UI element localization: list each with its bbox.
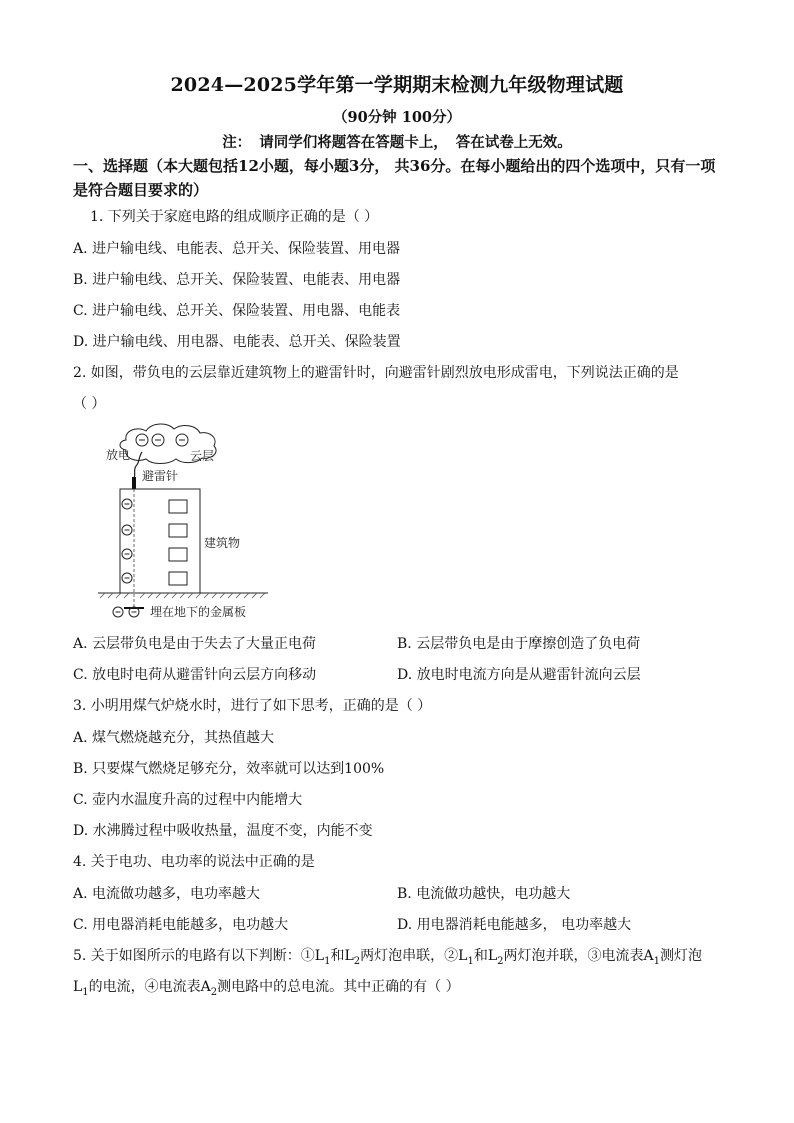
question-5-stem-cont bbox=[73, 978, 460, 1002]
question-2-stem-bracket: （ ） bbox=[73, 396, 106, 412]
q5-sub-4: 2 bbox=[497, 955, 504, 967]
q5-cont-text-1: L bbox=[73, 979, 83, 995]
question-4-option-d: D. 用电器消耗电能越多， 电功率越大 bbox=[397, 917, 632, 933]
building-windows bbox=[169, 500, 187, 585]
q5-sub-5: 1 bbox=[653, 955, 660, 967]
question-5-stem bbox=[73, 947, 702, 971]
question-1-option-b: B. 进户输电线、总开关、保险装置、电能表、用电器 bbox=[73, 272, 401, 288]
question-4-option-a: A. 电流做功越多，电功率越大 bbox=[73, 886, 261, 902]
exam-duration-score: （90分钟 100分） bbox=[333, 109, 461, 126]
label-discharge: 放电 bbox=[106, 448, 131, 462]
question-1-option-d: D. 进户输电线、用电器、电能表、总开关、保险装置 bbox=[73, 334, 401, 350]
question-4-option-b: B. 电流做功越快，电功越大 bbox=[397, 886, 571, 902]
lightning-rod-figure bbox=[96, 422, 306, 622]
q5-text-2: 和L bbox=[330, 948, 354, 964]
q5-text-3: 两灯泡串联，②L bbox=[360, 948, 468, 964]
q5-cont-text-3: 测电路中的总电流。其中正确的有（ ） bbox=[217, 979, 460, 995]
question-3-option-a: A. 煤气燃烧越充分，其热值越大 bbox=[73, 730, 275, 746]
q5-cont-text-2: 的电流，④电流表A bbox=[88, 979, 211, 995]
q5-sub-3: 1 bbox=[467, 955, 474, 967]
question-2-option-c: C. 放电时电荷从避雷针向云层方向移动 bbox=[73, 667, 317, 683]
question-4-option-c: C. 用电器消耗电能越多，电功越大 bbox=[73, 917, 289, 933]
question-4-stem: 4. 关于电功、电功率的说法中正确的是 bbox=[73, 854, 315, 870]
wire-charges bbox=[122, 499, 132, 583]
question-1-stem: 1. 下列关于家庭电路的组成顺序正确的是（ ） bbox=[90, 209, 379, 225]
label-building: 建筑物 bbox=[204, 536, 241, 550]
lightning-rod bbox=[132, 477, 136, 489]
question-3-option-b: B. 只要煤气燃烧足够充分，效率就可以达到100% bbox=[73, 761, 385, 777]
lightning-bolt bbox=[134, 452, 142, 478]
q5-text-6: 测灯泡 bbox=[660, 948, 702, 964]
q5-text-1: 5. 关于如图所示的电路有以下判断：①L bbox=[73, 948, 325, 964]
question-1-option-c: C. 进户输电线、总开关、保险装置、用电器、电能表 bbox=[73, 303, 401, 319]
question-2-option-d: D. 放电时电流方向是从避雷针流向云层 bbox=[397, 667, 641, 683]
q5-sub-1: 1 bbox=[324, 955, 331, 967]
label-cloud: 云层 bbox=[190, 449, 215, 463]
q5-cont-sub-2: 2 bbox=[210, 986, 218, 998]
question-2-stem: 2. 如图，带负电的云层靠近建筑物上的避雷针时，向避雷针剧烈放电形成雷电，下列说法正确的是 bbox=[73, 365, 679, 381]
question-3-stem: 3. 小明用煤气炉烧水时，进行了如下思考，正确的是（ ） bbox=[73, 698, 432, 714]
question-2-option-b: B. 云层带负电是由于摩擦创造了负电荷 bbox=[397, 636, 641, 652]
exam-note: 注： 请同学们将题答在答题卡上， 答在试卷上无效。 bbox=[222, 134, 572, 151]
q5-cont-sub-1: 1 bbox=[82, 986, 89, 998]
question-2-option-a: A. 云层带负电是由于失去了大量正电荷 bbox=[73, 636, 317, 652]
q5-text-5: 两灯泡并联，③电流表A bbox=[503, 948, 654, 964]
q5-sub-2: 2 bbox=[353, 955, 361, 967]
cloud-charges bbox=[136, 434, 188, 446]
question-1-option-a: A. 进户输电线、电能表、总开关、保险装置、用电器 bbox=[73, 241, 401, 257]
q5-text-4: 和L bbox=[473, 948, 498, 964]
question-3-option-c: C. 壶内水温度升高的过程中内能增大 bbox=[73, 792, 303, 808]
lightning-rod-diagram bbox=[96, 422, 306, 622]
label-metal-plate: 埋在地下的金属板 bbox=[150, 605, 247, 619]
question-3-option-d: D. 水沸腾过程中吸收热量，温度不变，内能不变 bbox=[73, 823, 373, 839]
section-heading: 一、选择题（本大题包括12小题，每小题3分， 共36分。在每小题给出的四个选项中，只有一项是符合题目要求的） bbox=[73, 157, 716, 199]
exam-title: 2024—2025学年第一学期期末检测九年级物理试题 bbox=[170, 74, 624, 96]
label-rod: 避雷针 bbox=[142, 469, 179, 483]
ground-hatch bbox=[100, 593, 265, 598]
